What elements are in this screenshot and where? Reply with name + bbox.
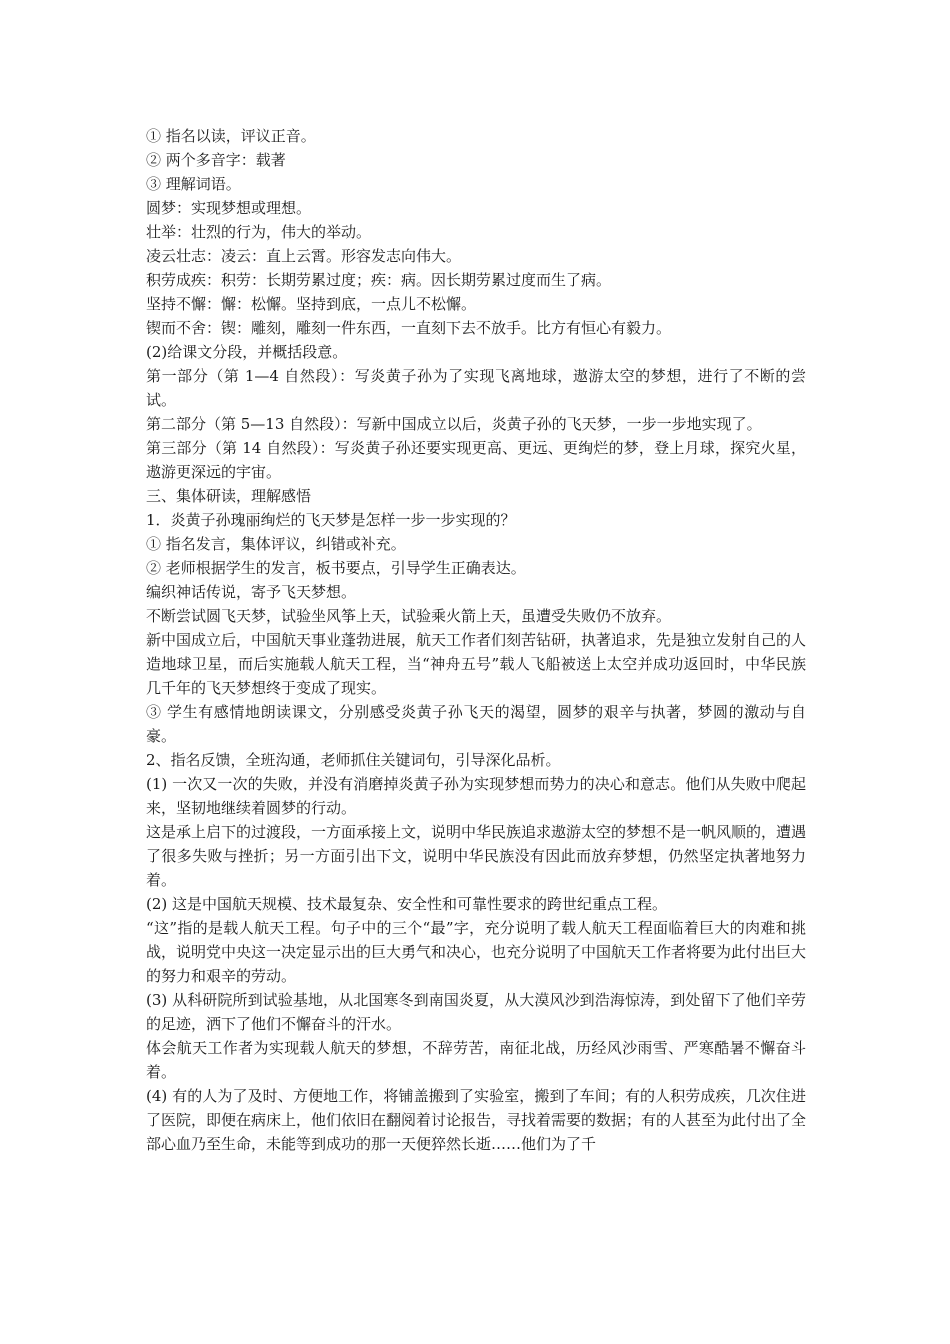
paragraph: 第三部分（第 14 自然段）：写炎黄子孙还要实现更高、更远、更绚烂的梦，登上月球，探究火星，遨游更深远的宇宙。 xyxy=(146,439,806,481)
text-line: ① 指名发言，集体评议，纠错或补充。 xyxy=(146,535,406,553)
text-line: 凌云壮志：凌云：直上云霄。形容发志向伟大。 xyxy=(146,247,462,265)
text-line: 壮举：壮烈的行为，伟大的举动。 xyxy=(146,223,372,241)
text-line: 积劳成疾：积劳：长期劳累过度；疾：病。因长期劳累过度而生了病。 xyxy=(146,271,612,289)
question: 1．炎黄子孙瑰丽绚烂的飞天梦是怎样一步一步实现的？ xyxy=(146,511,516,529)
text-line: (2)给课文分段，并概括段意。 xyxy=(146,343,348,361)
paragraph: 这是承上启下的过渡段，一方面承接上文，说明中华民族追求遨游太空的梦想不是一帆风顺的，遭遇了很多失败与挫折；另一方面引出下文，说明中华民族没有因此而放弃梦想，仍然坚定执著地努力着。 xyxy=(146,823,807,889)
paragraph: 第二部分（第 5—13 自然段）：写新中国成立以后，炎黄子孙的飞天梦，一步一步地实现了。 xyxy=(146,415,762,433)
paragraph: “这”指的是载人航天工程。句子中的三个“最”字，充分说明了载人航天工程面临着巨大的肉难和挑战，说明党中央这一决定显示出的巨大勇气和决心，也充分说明了中国航天工作者将要为此付出巨大的努力和艰辛的劳动。 xyxy=(146,919,807,985)
text-line: 锲而不舍：锲：雕刻，雕刻一件东西，一直刻下去不放手。比方有恒心有毅力。 xyxy=(146,319,672,337)
text-line: 坚持不懈：懈：松懈。坚持到底，一点儿不松懈。 xyxy=(146,295,477,313)
paragraph: (4) 有的人为了及时、方便地工作，将铺盖搬到了实验室，搬到了车间；有的人积劳成疾，几次住进了医院，即便在病床上，他们依旧在翻阅着讨论报告，寻找着需要的数据；有的人甚至为此付出了全部心血乃至生命，未能等到成功的那一天便猝然长逝……他们为了千 xyxy=(146,1087,807,1153)
paragraph: 新中国成立后，中国航天事业蓬勃进展，航天工作者们刻苦钻研，执著追求，先是独立发射自己的人造地球卫星，而后实施载人航天工程，当“神舟五号”载人飞船被送上太空并成功返回时，中华民族几千年的飞天梦想终于变成了现实。 xyxy=(146,631,807,697)
section-heading: 三、集体研读，理解感悟 xyxy=(146,487,312,505)
text-line: 编织神话传说，寄予飞天梦想。 xyxy=(146,583,357,601)
text-line: (2) 这是中国航天规模、技术最复杂、安全性和可靠性要求的跨世纪重点工程。 xyxy=(146,895,668,913)
document-body xyxy=(146,124,806,1156)
paragraph: (1) 一次又一次的失败，并没有消磨掉炎黄子孙为实现梦想而势力的决心和意志。他们从失败中爬起来，坚韧地继续着圆梦的行动。 xyxy=(146,775,806,817)
text-line: ② 两个多音字：载著 xyxy=(146,151,286,169)
text-line: 不断尝试圆飞天梦，试验坐风筝上天，试验乘火箭上天，虽遭受失败仍不放弃。 xyxy=(146,607,672,625)
paragraph: (3) 从科研院所到试验基地，从北国寒冬到南国炎夏，从大漠风沙到浩海惊涛，到处留下了他们辛劳的足迹，洒下了他们不懈奋斗的汗水。 xyxy=(146,991,806,1033)
paragraph: 第一部分（第 1—4 自然段）：写炎黄子孙为了实现飞离地球，遨游太空的梦想，进行了不断的尝试。 xyxy=(146,367,806,409)
text-line: 2、指名反馈，全班沟通，老师抓住关键词句，引导深化品析。 xyxy=(146,751,561,769)
paragraph: 体会航天工作者为实现载人航天的梦想，不辞劳苦，南征北战，历经风沙雨雪、严寒酷暑不懈奋斗着。 xyxy=(146,1039,806,1081)
paragraph: ③ 学生有感情地朗读课文，分别感受炎黄子孙飞天的渴望，圆梦的艰辛与执著，梦圆的激动与自豪。 xyxy=(146,703,806,745)
text-line: 圆梦：实现梦想或理想。 xyxy=(146,199,312,217)
text-line: ③ 理解词语。 xyxy=(146,175,241,193)
text-line: ① 指名以读，评议正音。 xyxy=(146,127,316,145)
text-line: ② 老师根据学生的发言，板书要点，引导学生正确表达。 xyxy=(146,559,526,577)
